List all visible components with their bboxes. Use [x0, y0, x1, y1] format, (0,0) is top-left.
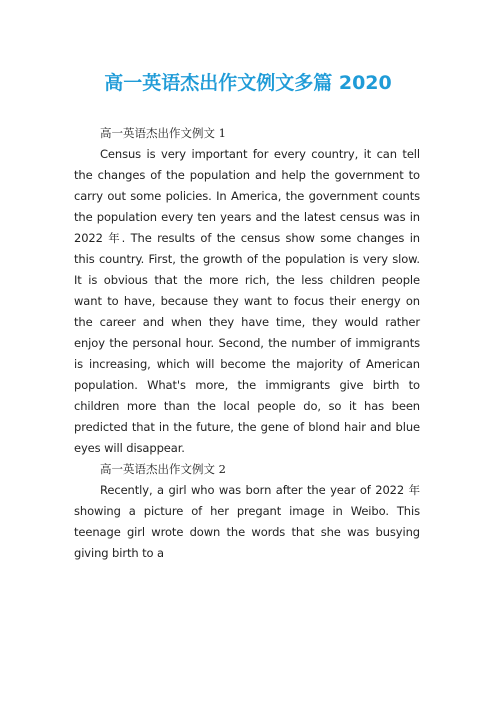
document-title: 高一英语杰出作文例文多篇 2020 [104, 72, 392, 94]
section-paragraph-2: Recently, a girl who was born after the year of 2022 年 showing a picture of her pregant image in Weibo. This teenage girl wrote down the words that she was busying giving birth to a [74, 483, 420, 560]
document-body [74, 123, 420, 564]
section-heading-2: 高一英语杰出作文例文 2 [100, 462, 226, 476]
section-paragraph-1: Census is very important for every country, it can tell the changes of the population and help the government to carry out some policies. In America, the government counts the population every ten years and the latest census was in 2022 年. The results of the census show some changes in this country. First, the growth of the population is very slow. It is obvious that the more rich, the less children people want to have, because they want to focus their energy on the career and when they have time, they would rather enjoy the personal hour. Second, the number of immigrants is increasing, which will become the majority of American population. What's more, the immigrants give birth to children more than the local people do, so it has been predicted that in the future, the gene of blond hair and blue eyes will disappear. [74, 147, 420, 455]
section-heading-1: 高一英语杰出作文例文 1 [100, 126, 226, 140]
